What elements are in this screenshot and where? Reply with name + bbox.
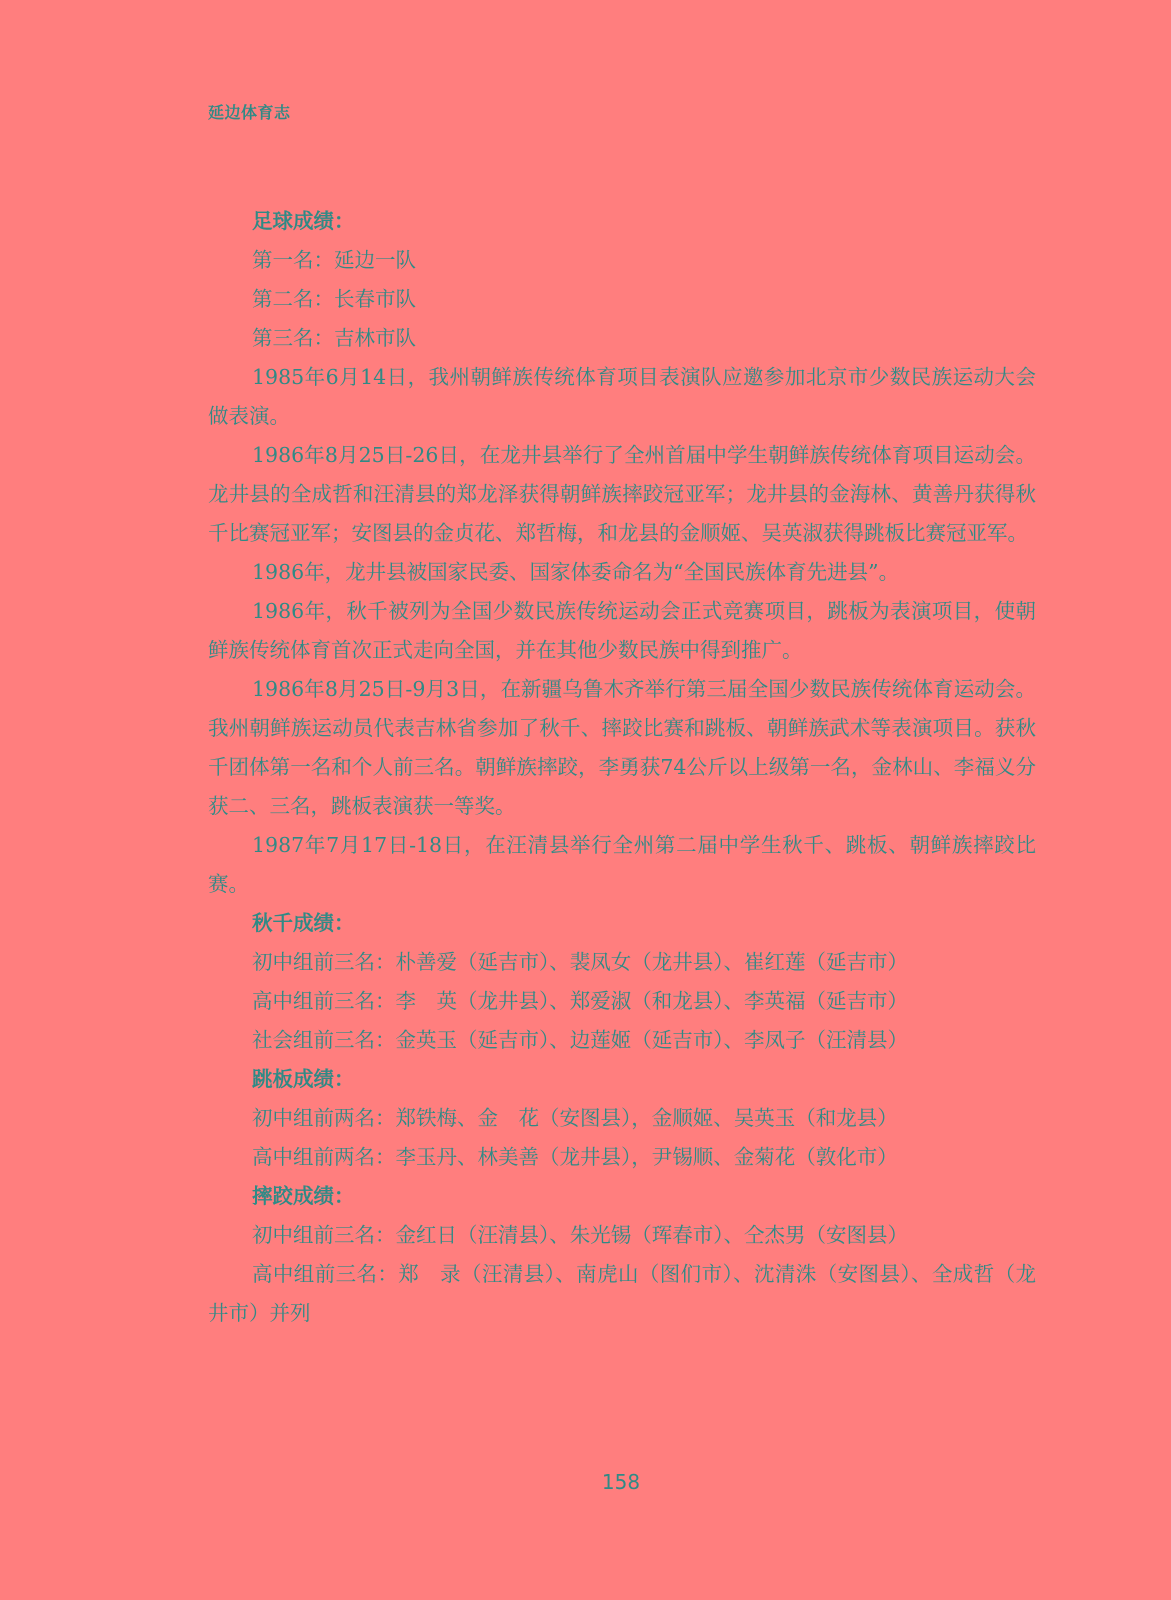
- section-label-seesaw: 跳板成绩：: [252, 1067, 355, 1091]
- page-number: 158: [601, 1470, 641, 1494]
- body-paragraph: 1986年，龙井县被国家民委、国家体委命名为“全国民族体育先进县”。: [252, 560, 900, 584]
- section-label-swing: 秋千成绩：: [252, 911, 355, 935]
- result-line: 高中组前两名：李玉丹、林美善（龙井县），尹锡顺、金菊花（敦化市）: [252, 1145, 898, 1169]
- body-paragraph: 1986年8月25日-9月3日，在新疆乌鲁木齐举行第三届全国少数民族传统体育运动会。我州朝鲜族运动员代表吉林省参加了秋千、摔跤比赛和跳板、朝鲜族武术等表演项目。获秋千团体第一名和个人前三名。朝鲜族摔跤，李勇获74公斤以上级第一名，金林山、李福义分获二、三名，跳板表演获一等奖。: [208, 677, 1036, 818]
- result-line: 第三名：吉林市队: [252, 326, 416, 350]
- result-line: 初中组前两名：郑铁梅、金 花（安图县），金顺姬、吴英玉（和龙县）: [252, 1106, 898, 1130]
- body-paragraph: 1986年8月25日-26日，在龙井县举行了全州首届中学生朝鲜族传统体育项目运动会。龙井县的全成哲和汪清县的郑龙泽获得朝鲜族摔跤冠亚军；龙井县的金海林、黄善丹获得秋千比赛冠亚军；安图县的金贞花、郑哲梅，和龙县的金顺姬、吴英淑获得跳板比赛冠亚军。: [208, 443, 1036, 545]
- body-paragraph: 1986年，秋千被列为全国少数民族传统运动会正式竞赛项目，跳板为表演项目，使朝鲜族传统体育首次正式走向全国，并在其他少数民族中得到推广。: [208, 599, 1036, 662]
- result-line: 高中组前三名：郑 录（汪清县）、南虎山（图们市）、沈清洙（安图县）、全成哲（龙井市）并列: [208, 1262, 1036, 1325]
- body-paragraph: 1985年6月14日，我州朝鲜族传统体育项目表演队应邀参加北京市少数民族运动大会做表演。: [208, 365, 1036, 428]
- main-content: [208, 202, 1036, 1333]
- section-label-wrestling: 摔跤成绩：: [252, 1184, 355, 1208]
- running-header: 延边体育志: [208, 103, 291, 122]
- result-line: 初中组前三名：朴善爱（延吉市）、裴凤女（龙井县）、崔红莲（延吉市）: [252, 950, 908, 974]
- result-line: 初中组前三名：金红日（汪清县）、朱光锡（珲春市）、仝杰男（安图县）: [252, 1223, 908, 1247]
- body-paragraph: 1987年7月17日-18日，在汪清县举行全州第二届中学生秋千、跳板、朝鲜族摔跤比赛。: [208, 833, 1036, 896]
- section-label-football: 足球成绩：: [252, 209, 355, 233]
- result-line: 第一名：延边一队: [252, 248, 416, 272]
- result-line: 高中组前三名：李 英（龙井县）、郑爱淑（和龙县）、李英福（延吉市）: [252, 989, 908, 1013]
- result-line: 社会组前三名：金英玉（延吉市）、边莲姬（延吉市）、李凤子（汪清县）: [252, 1028, 908, 1052]
- result-line: 第二名：长春市队: [252, 287, 416, 311]
